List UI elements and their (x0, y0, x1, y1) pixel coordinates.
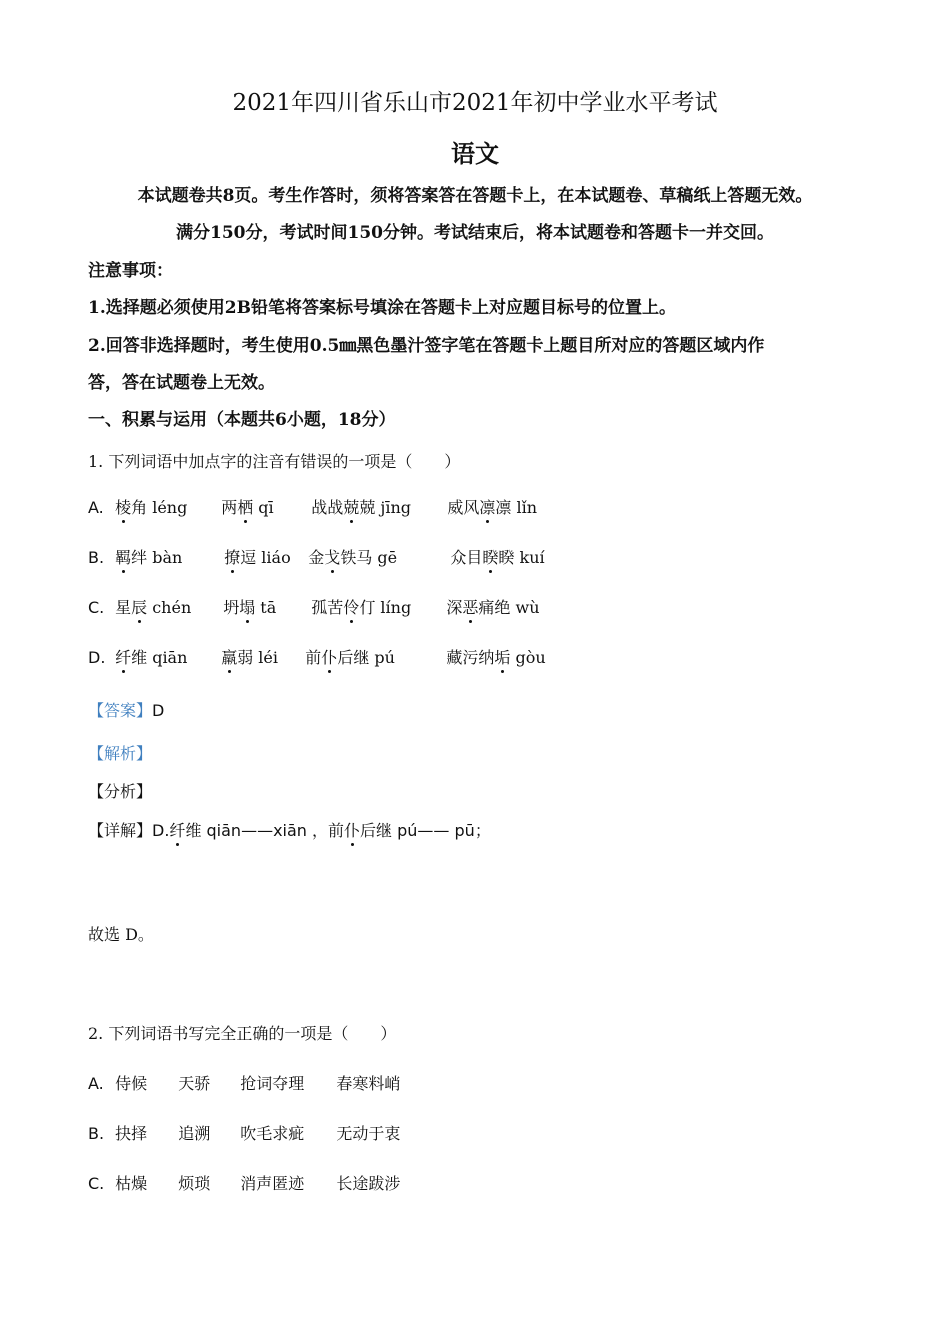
option-word: 纤维 qiān (115, 648, 188, 667)
option-word: 枯燥 (115, 1174, 148, 1193)
option-letter: D. (88, 648, 106, 667)
option-word: 众目睽睽 kuí (450, 548, 545, 567)
detail-tag: 【详解】 (88, 821, 153, 840)
question-2-stem: 2. 下列词语书写完全正确的一项是（ ） (88, 1024, 397, 1043)
option-letter: B. (88, 1124, 105, 1143)
option-word: 撩逗 liáo (224, 548, 291, 567)
option-word: 星辰 chén (115, 598, 192, 617)
intro-line-2: 满分150分，考试时间150分钟。考试结束后，将本试题卷和答题卡一并交回。 (176, 223, 774, 243)
notes-heading: 注意事项： (88, 261, 173, 281)
analysis-tag: 【解析】 (88, 744, 153, 763)
option-word: 威风凛凛 lǐn (447, 498, 538, 517)
option-word: 抢词夺理 (240, 1074, 305, 1093)
question-1-stem: 1. 下列词语中加点字的注音有错误的一项是（ ） (88, 452, 461, 471)
option-word: 孤苦伶仃 líng (311, 598, 412, 617)
section-heading: 一、积累与运用（本题共6小题，18分） (88, 410, 396, 430)
answer-tag: 【答案】 (88, 701, 153, 720)
option-word: 天骄 (178, 1074, 211, 1093)
fenxi-tag: 【分析】 (88, 782, 153, 801)
q1-option-a (88, 495, 537, 518)
option-word: 消声匿迹 (240, 1174, 305, 1193)
option-word: 深恶痛绝 wù (446, 598, 540, 617)
option-word: 抉择 (115, 1124, 148, 1143)
option-word: 追溯 (178, 1124, 211, 1143)
option-word: 金戈铁马 gē (308, 548, 398, 567)
option-word: 长途跋涉 (336, 1174, 401, 1193)
detail-line: 【详解】D.纤维 qiān——xiān ，前仆后继 pú—— pū； (88, 821, 491, 840)
option-letter: C. (88, 1174, 105, 1193)
exam-title: 2021年四川省乐山市2021年初中学业水平考试 (232, 90, 718, 116)
option-word: 吹毛求疵 (240, 1124, 305, 1143)
q2-option-b (88, 1121, 400, 1144)
q2-option-a (88, 1071, 400, 1094)
q1-option-d (88, 645, 546, 668)
option-word: 棱角 léng (115, 498, 188, 517)
notes-item-2-cont: 答，答在试题卷上无效。 (88, 373, 275, 393)
subject-title: 语文 (451, 139, 499, 168)
option-letter: C. (88, 598, 105, 617)
q2-option-c (88, 1171, 400, 1194)
notes-item-1: 1.选择题必须使用2B铅笔将答案标号填涂在答题卡上对应题目标号的位置上。 (88, 298, 676, 318)
option-letter: A. (88, 1074, 104, 1093)
intro-line-1: 本试题卷共8页。考生作答时，须将答案答在答题卡上，在本试题卷、草稿纸上答题无效。 (137, 186, 813, 206)
option-word: 战战兢兢 jīng (311, 498, 412, 517)
answer-line (88, 698, 164, 721)
option-word: 羸弱 léi (221, 648, 278, 667)
q1-option-c (88, 595, 540, 618)
option-letter: A. (88, 498, 104, 517)
option-word: 前仆后继 pú (305, 648, 395, 667)
option-word: 春寒料峭 (336, 1074, 401, 1093)
answer-value: D (152, 701, 165, 720)
option-letter: B. (88, 548, 105, 567)
q1-option-b (88, 545, 545, 568)
option-word: 无动于衷 (336, 1124, 401, 1143)
option-word: 两栖 qī (221, 498, 274, 517)
option-word: 坍塌 tā (223, 598, 277, 617)
notes-item-2: 2.回答非选择题时，考生使用0.5㎜黑色墨汁签字笔在答题卡上题目所对应的答题区域内作 (88, 336, 765, 356)
option-word: 侍候 (115, 1074, 148, 1093)
option-word: 烦琐 (178, 1174, 211, 1193)
conclusion-line: 故选 D。 (88, 925, 154, 944)
option-word: 羁绊 bàn (115, 548, 183, 567)
option-word: 藏污纳垢 gòu (446, 648, 546, 667)
